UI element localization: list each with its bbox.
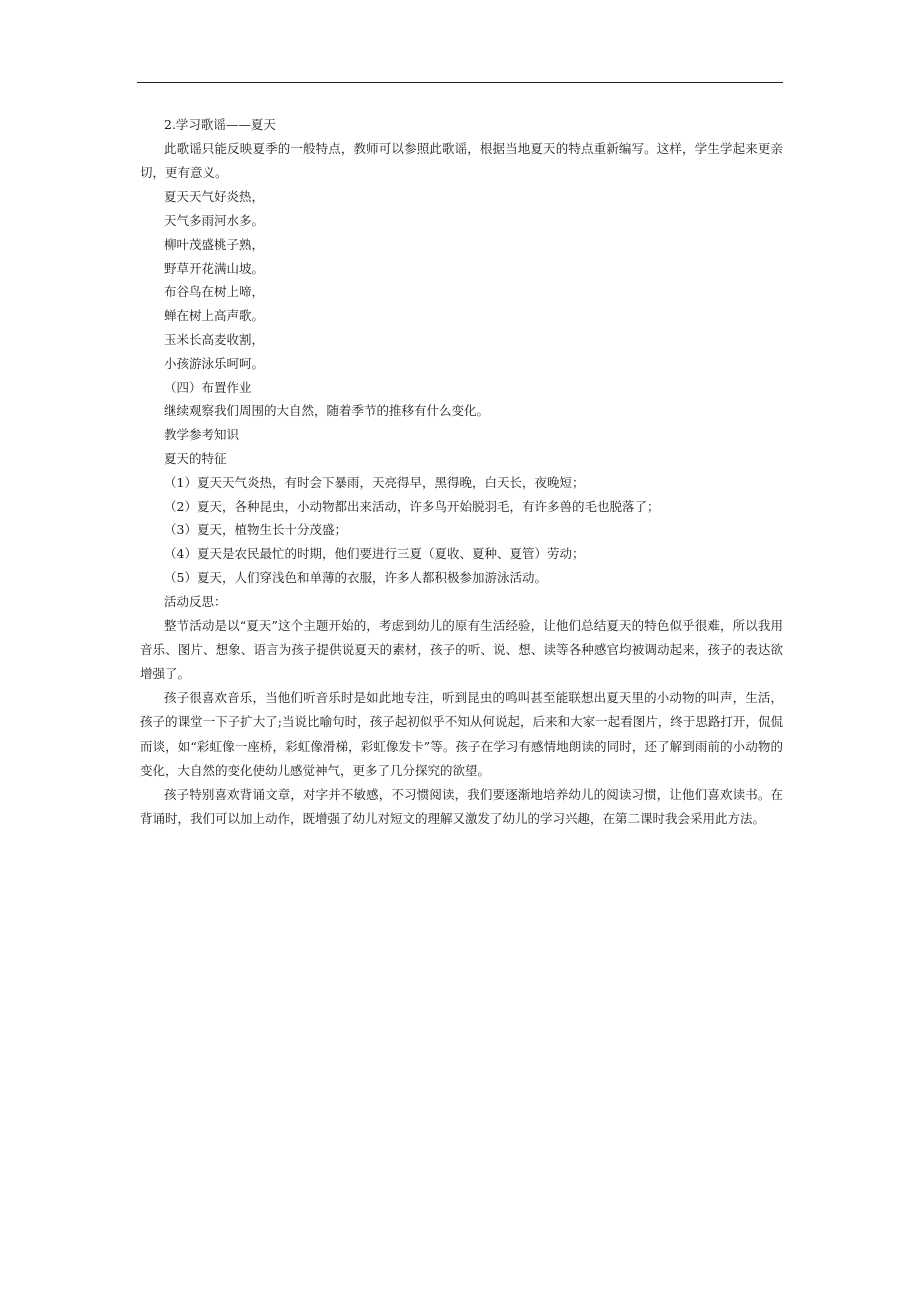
poem [140, 185, 783, 375]
poem-line: 天气多雨河水多。 [164, 213, 265, 228]
reflection-paragraph: 孩子很喜欢音乐，当他们听音乐时是如此地专注，听到昆虫的鸣叫甚至能联想出夏天里的小动物的叫声，生活，孩子的课堂一下子扩大了;当说比喻句时，孩子起初似乎不知从何说起，后来和大家一起看图片，终于思路打开，侃侃而谈，如“彩虹像一座桥，彩虹像滑梯，彩虹像发卡”等。孩子在学习有感情地朗读的同时，还了解到雨前的小动物的变化，大自然的变化使幼儿感觉神气，更多了几分探究的欲望。 [140, 690, 783, 778]
poem-line: 布谷鸟在树上啼， [164, 284, 265, 300]
features-heading: 夏天的特征 [164, 450, 227, 466]
section-heading: 2.学习歌谣——夏天 [164, 117, 276, 132]
feature-item: （3）夏天，植物生长十分茂盛； [164, 522, 347, 538]
homework-heading: （四）布置作业 [164, 379, 252, 395]
feature-item: （2）夏天，各种昆虫，小动物都出来活动，许多鸟开始脱羽毛，有许多兽的毛也脱落了； [164, 498, 660, 514]
homework-text: 继续观察我们周围的大自然，随着季节的推移有什么变化。 [164, 403, 490, 419]
poem-line: 野草开花满山坡。 [164, 260, 265, 276]
reflection-paragraph: 整节活动是以“夏天”这个主题开始的，考虑到幼儿的原有生活经验，让他们总结夏天的特色似乎很难，所以我用音乐、图片、想象、语言为孩子提供说夏天的素材，孩子的听、说、想、读等各种感官均被调动起来，孩子的表达欲增强了。 [140, 617, 783, 681]
poem-line: 柳叶茂盛桃子熟， [164, 236, 265, 252]
feature-item: （5）夏天，人们穿浅色和单薄的衣服，许多人都积极参加游泳活动。 [164, 569, 547, 585]
header-rule [137, 82, 783, 83]
reflection-heading: 活动反思： [164, 593, 227, 609]
poem-line: 玉米长高麦收割， [164, 331, 265, 347]
features-list [140, 471, 783, 590]
feature-item: （1）夏天天气炎热，有时会下暴雨，天亮得早，黑得晚，白天长，夜晚短； [164, 474, 585, 490]
feature-item: （4）夏天是农民最忙的时期，他们要进行三夏（夏收、夏种、夏管）劳动； [164, 546, 585, 562]
intro-paragraph: 此歌谣只能反映夏季的一般特点，教师可以参照此歌谣，根据当地夏天的特点重新编写。这样，学生学起来更亲切，更有意义。 [140, 140, 783, 180]
poem-line: 小孩游泳乐呵呵。 [164, 355, 265, 371]
document-body [140, 113, 783, 831]
poem-line: 夏天天气好炎热， [164, 189, 265, 205]
reference-heading: 教学参考知识 [164, 427, 240, 443]
poem-line: 蝉在树上高声歌。 [164, 308, 265, 324]
reflection-paragraph: 孩子特别喜欢背诵文章，对字并不敏感，不习惯阅读，我们要逐渐地培养幼儿的阅读习惯，让他们喜欢读书。在背诵时，我们可以加上动作，既增强了幼儿对短文的理解又激发了幼儿的学习兴趣，在第二课时我会采用此方法。 [140, 786, 783, 827]
